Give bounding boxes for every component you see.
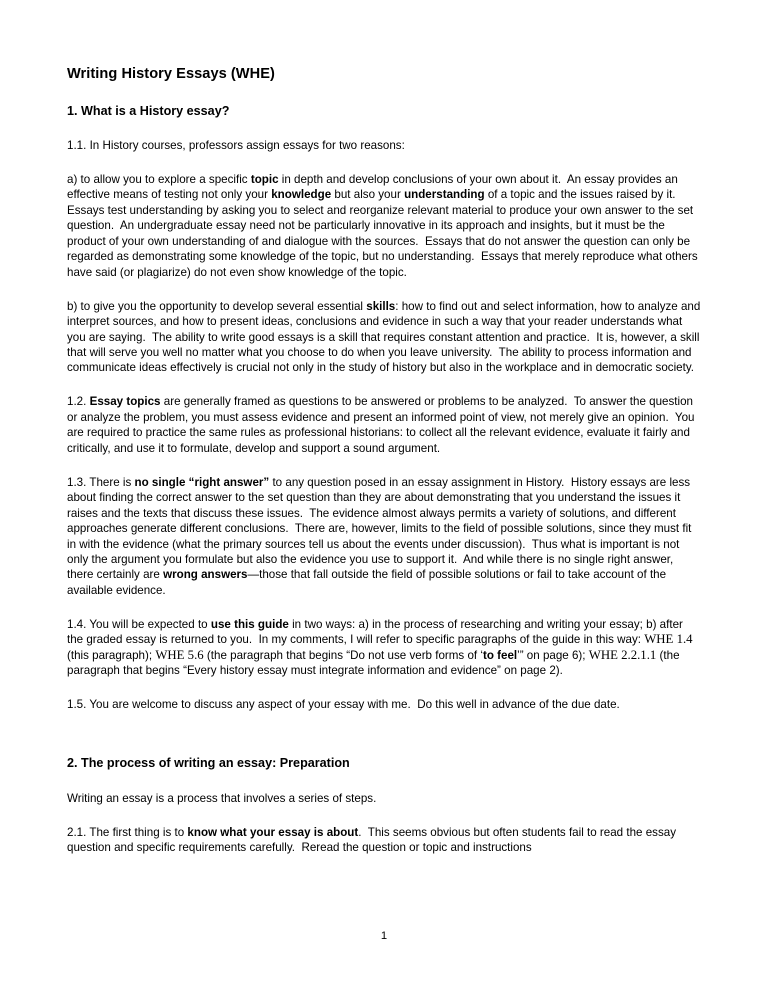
emphasis-text: know what your essay is about	[187, 825, 359, 839]
paragraph-1-1-b: b) to give you the opportunity to develop several essential skills: how to find out and select information, how to analyze and interpret sources, and how to present ideas, conclusions and evidence in such a way that your reader understands what you are saying. The ability to write good essays is a skill that requires constant attention and practice. It is, however, a skill that will serve you well no matter what you choose to do when you leave university. The ability to process information and communicate ideas effectively is crucial not only in the study of history but also in the workplace and in democratic society.	[67, 299, 704, 375]
emphasis-text: topic	[250, 172, 279, 186]
paragraph-1-3: 1.3. There is no single “right answer” to any question posed in an essay assignment in History. History essays are less about finding the correct answer to the set question than they are about demonstrating that you understand the issues it raises and the texts that discuss these issues. The evidence almost always permits a variety of solutions, and different approaches generate different conclusions. There are, however, limits to the field of possible solutions, since they must fit in with the evidence (what the primary sources tell us about the events under discussion). Thus what is important is not only the argument you formulate but also the evidence you use to support it. And while there is no single right answer, there certainly are wrong answers—those that fall outside the field of possible solutions or fail to take account of the available evidence.	[67, 475, 695, 597]
paragraph-1-1-a: a) to allow you to explore a specific topic in depth and develop conclusions of your own about it. An essay provides an effective means of testing not only your knowledge but also your understanding of a topic and the issues raised by it. Essays test understanding by asking you to select and reorganize relevant material to produce your own answer to the set question. An undergraduate essay need not be particularly innovative in its approach and insights, but it must be the product of your own understanding of and dialogue with the sources. Essays that do not answer the question can only be regarded as demonstrating some knowledge of the topic, but no understanding. Essays that merely reproduce what others have said (or plagiarize) do not even show knowledge of the topic.	[67, 172, 701, 279]
paragraph-1-2: 1.2. Essay topics are generally framed as questions to be answered or problems to be analyzed. To answer the question or analyze the problem, you must assess evidence and present an informed point of view, not merely give an opinion. You are required to practice the same rules as professional historians: to collect all the relevant evidence, evaluate it fairly and critically, and use it to formulate, develop and support a sound argument.	[67, 395, 698, 455]
page-title: Writing History Essays (WHE)	[67, 66, 275, 82]
emphasis-text: Essay topics	[89, 395, 161, 409]
paragraph-1-1: 1.1. In History courses, professors assign essays for two reasons:	[67, 139, 405, 152]
paragraph-1-5: 1.5. You are welcome to discuss any aspect of your essay with me. Do this well in advance of the due date.	[67, 698, 620, 712]
emphasis-text: wrong answers	[163, 568, 248, 582]
section-heading-1: 1. What is a History essay?	[67, 104, 230, 118]
emphasis-text: use this guide	[210, 617, 289, 631]
emphasis-text: knowledge	[271, 188, 332, 202]
document-body	[67, 66, 704, 855]
emphasis-text: understanding	[404, 188, 485, 202]
emphasis-text: to feel	[482, 648, 518, 662]
page-number: 1	[380, 930, 388, 942]
paragraph-1-4: 1.4. You will be expected to use this guide in two ways: a) in the process of researching and writing your essay; b) after the graded essay is returned to you. In my comments, I will refer to specific paragraphs of the guide in this way: WHE 1.4 (this paragraph); WHE 5.6 (the paragraph that begins “Do not use verb forms of ‘to feel’” on page 6); WHE 2.2.1.1 (the paragraph that begins “Every history essay must integrate information and evidence” on page 2).	[67, 617, 696, 678]
paragraph-2-intro: Writing an essay is a process that involves a series of steps.	[67, 791, 377, 805]
cross-reference: WHE 1.4	[644, 632, 693, 647]
emphasis-text: skills	[366, 299, 396, 313]
cross-reference: WHE 5.6	[155, 647, 204, 662]
cross-reference: WHE 2.2.1.1	[588, 647, 657, 662]
section-1-paragraphs	[67, 138, 704, 713]
emphasis-text: no single “right answer”	[134, 475, 270, 489]
section-2-paragraphs	[67, 791, 701, 856]
section-heading-2: 2. The process of writing an essay: Preparation	[67, 755, 350, 770]
paragraph-2-1: 2.1. The first thing is to know what your essay is about. This seems obvious but often students fail to read the essay question and specific requirements carefully. Reread the question or topic and instructions	[67, 825, 680, 854]
